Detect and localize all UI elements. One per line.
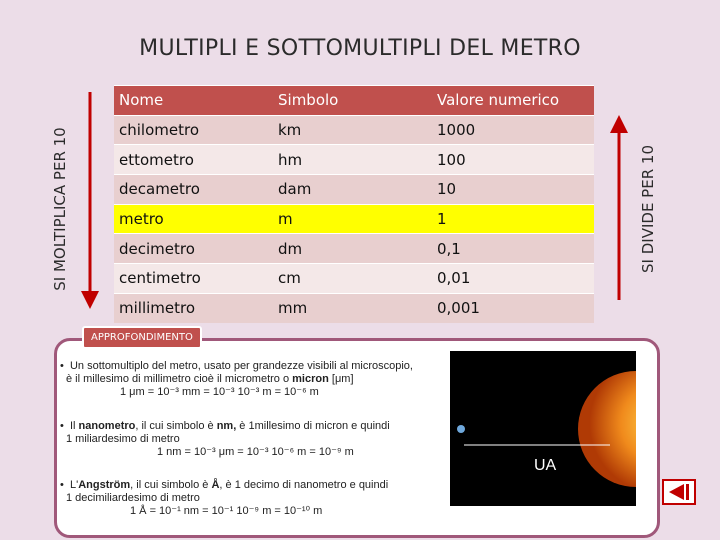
table-row xyxy=(114,115,594,145)
micrometro-text-1: Un sottomultiplo del metro, usato per grandezze visibili al microscopio, xyxy=(69,360,413,372)
nanometro-text-a: Il xyxy=(69,420,79,432)
cell-symbol: mm xyxy=(273,293,432,322)
cell-value: 0,1 xyxy=(432,234,594,264)
angstrom-formula: 1 Å = 10⁻¹ nm = 10⁻¹ 10⁻⁹ m = 10⁻¹⁰ m xyxy=(130,505,323,517)
sun-earth-image xyxy=(450,351,636,506)
table-row xyxy=(114,264,594,294)
cell-value: 10 xyxy=(432,175,594,205)
cell-value: 0,01 xyxy=(432,264,594,294)
micrometro-line-2 xyxy=(60,373,450,386)
back-nav-button[interactable] xyxy=(662,479,696,505)
micrometro-paragraph xyxy=(60,360,450,399)
left-axis-label: SI MOLTIPLICA PER 10 xyxy=(51,127,69,291)
cell-name: centimetro xyxy=(114,264,273,294)
cell-name: metro xyxy=(114,204,273,234)
micron-unit: [μm] xyxy=(328,373,354,385)
micron-term: micron xyxy=(292,373,329,385)
nanometro-text-c: è 1millesimo di micron e quindi xyxy=(236,420,390,432)
cell-value: 1000 xyxy=(432,115,594,145)
table-row xyxy=(114,175,594,205)
micrometro-line-1: • Un sottomultiplo del metro, usato per grandezze visibili al microscopio, xyxy=(60,360,413,372)
table-row xyxy=(114,234,594,264)
cell-symbol: m xyxy=(273,204,432,234)
cell-value: 100 xyxy=(432,145,594,175)
cell-name: decametro xyxy=(114,175,273,205)
cell-symbol: cm xyxy=(273,264,432,294)
table-row-highlighted xyxy=(114,204,594,234)
ua-label: UA xyxy=(534,457,557,474)
nanometro-term: nanometro xyxy=(78,420,136,432)
micrometro-formula: 1 μm = 10⁻³ mm = 10⁻³ 10⁻³ m = 10⁻⁶ m xyxy=(120,386,319,398)
cell-name: decimetro xyxy=(114,234,273,264)
angstrom-text-b: , il cui simbolo è xyxy=(130,479,212,491)
table-row xyxy=(114,293,594,322)
sun-icon xyxy=(578,371,636,487)
nanometro-symbol: nm, xyxy=(216,420,237,432)
angstrom-line-1: • L'Angström, il cui simbolo è Å, è 1 decimo di nanometro e quindi xyxy=(60,479,389,491)
angstrom-line-2: 1 decimiliardesimo di metro xyxy=(66,492,200,504)
angstrom-text-a: L' xyxy=(69,479,79,491)
cell-name: millimetro xyxy=(114,293,273,322)
table-header-row xyxy=(114,86,594,116)
cell-symbol: dam xyxy=(273,175,432,205)
earth-icon xyxy=(457,425,465,433)
cell-value: 0,001 xyxy=(432,293,594,322)
cell-name: ettometro xyxy=(114,145,273,175)
nanometro-line-1: • Il nanometro, il cui simbolo è nm, è 1millesimo di micron e quindi xyxy=(60,420,390,432)
header-nome: Nome xyxy=(114,86,273,116)
sun-earth-illustration xyxy=(450,351,636,506)
cell-value: 1 xyxy=(432,204,594,234)
nanometro-line-2: 1 miliardesimo di metro xyxy=(66,433,180,445)
table-row xyxy=(114,145,594,175)
right-axis-label: SI DIVIDE PER 10 xyxy=(639,145,657,273)
angstrom-text-c: , è 1 decimo di nanometro e quindi xyxy=(219,479,389,491)
cell-symbol: km xyxy=(273,115,432,145)
angstrom-symbol: Å xyxy=(211,479,220,491)
nanometro-formula: 1 nm = 10⁻³ μm = 10⁻³ 10⁻⁶ m = 10⁻⁹ m xyxy=(157,446,354,458)
angstrom-term: Angström xyxy=(78,479,131,491)
nanometro-paragraph xyxy=(60,420,450,459)
approfondimento-badge: APPROFONDIMENTO xyxy=(82,326,202,349)
micrometro-text-2: è il millesimo di millimetro cioè il micrometro o xyxy=(66,373,293,385)
metric-table xyxy=(114,85,594,323)
cell-symbol: dm xyxy=(273,234,432,264)
nanometro-text-b: , il cui simbolo è xyxy=(135,420,217,432)
back-arrow-icon xyxy=(664,481,694,503)
page-title: MULTIPLI E SOTTOMULTIPLI DEL METRO xyxy=(139,36,581,61)
header-simbolo: Simbolo xyxy=(273,86,432,116)
angstrom-paragraph xyxy=(60,479,450,518)
cell-symbol: hm xyxy=(273,145,432,175)
header-valore: Valore numerico xyxy=(432,86,594,116)
cell-name: chilometro xyxy=(114,115,273,145)
